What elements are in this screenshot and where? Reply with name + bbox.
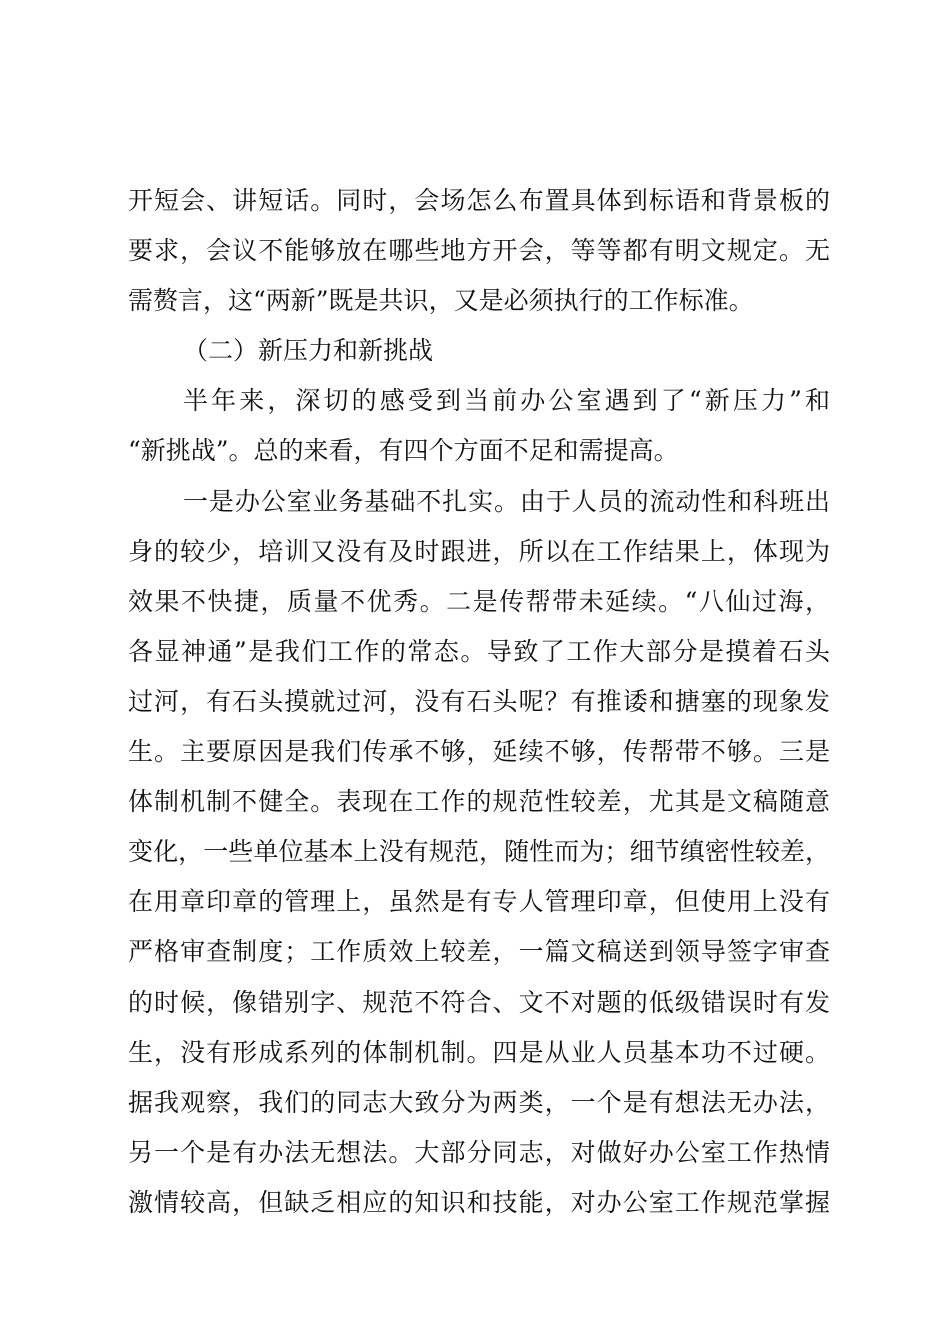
- text-line: 各显神通”是我们工作的常态。导致了工作大部分是摸着石头: [128, 636, 830, 666]
- text-line: 半年来，深切的感受到当前办公室遇到了“新压力”和: [183, 386, 830, 416]
- text-line: 一是办公室业务基础不扎实。由于人员的流动性和科班出: [183, 486, 830, 516]
- text-line: 的时候，像错别字、规范不符合、文不对题的低级错误时有发: [128, 987, 830, 1017]
- section-heading: （二）新压力和新挑战: [183, 336, 434, 366]
- text-line: 激情较高，但缺乏相应的知识和技能，对办公室工作规范掌握: [128, 1187, 830, 1217]
- text-line: “新挑战”。总的来看，有四个方面不足和需提高。: [128, 436, 679, 466]
- text-line: 体制机制不健全。表现在工作的规范性较差，尤其是文稿随意: [128, 787, 830, 817]
- text-line: 生，没有形成系列的体制机制。四是从业人员基本功不过硬。: [128, 1037, 830, 1067]
- text-line: 需赘言，这“两新”既是共识，又是必须执行的工作标准。: [128, 286, 754, 316]
- text-line: 在用章印章的管理上，虽然是有专人管理印章，但使用上没有: [128, 887, 830, 917]
- text-line: 变化，一些单位基本上没有规范，随性而为；细节缜密性较差，: [128, 837, 830, 867]
- text-line: 严格审查制度；工作质效上较差，一篇文稿送到领导签字审查: [128, 937, 830, 967]
- text-line: 效果不快捷，质量不优秀。二是传帮带未延续。“八仙过海，: [128, 586, 830, 616]
- text-line: 身的较少，培训又没有及时跟进，所以在工作结果上，体现为: [128, 536, 830, 566]
- text-line: 要求，会议不能够放在哪些地方开会，等等都有明文规定。无: [128, 236, 830, 266]
- text-line: 据我观察，我们的同志大致分为两类，一个是有想法无办法，: [128, 1087, 830, 1117]
- text-line: 过河，有石头摸就过河，没有石头呢？有推诿和搪塞的现象发: [128, 686, 830, 716]
- text-line: 开短会、讲短话。同时，会场怎么布置具体到标语和背景板的: [128, 186, 830, 215]
- document-page: [128, 176, 830, 1228]
- text-line: 另一个是有办法无想法。大部分同志，对做好办公室工作热情: [128, 1137, 830, 1167]
- text-line: 生。主要原因是我们传承不够，延续不够，传帮带不够。三是: [128, 737, 830, 767]
